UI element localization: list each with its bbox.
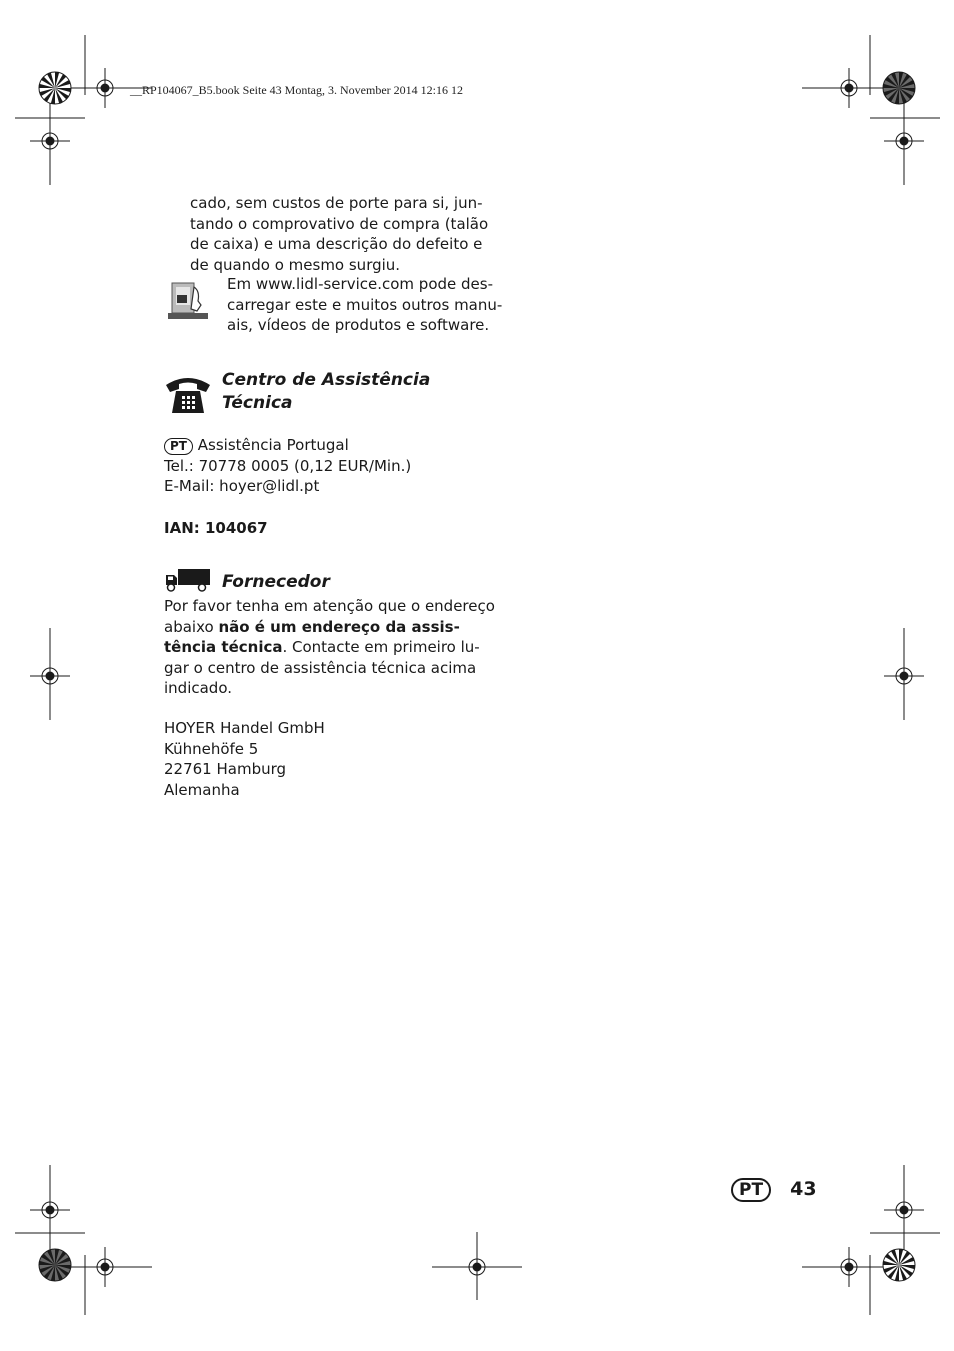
text-line: cado, sem custos de porte para si, jun- xyxy=(190,194,483,212)
service-country-label: Assistência Portugal xyxy=(197,436,349,454)
address-line: 22761 Hamburg xyxy=(164,760,287,778)
text-line: Em www.lidl-service.com pode des- xyxy=(227,275,493,293)
service-title-line2: Técnica xyxy=(222,393,293,413)
country-badge: PT xyxy=(164,438,193,455)
service-tel: Tel.: 70778 0005 (0,12 EUR/Min.) xyxy=(164,456,412,475)
text-span: . Contacte em primeiro lu- xyxy=(282,638,480,656)
address-line: HOYER Handel GmbH xyxy=(164,719,325,737)
service-email: E-Mail: hoyer@lidl.pt xyxy=(164,477,320,495)
text-line: ais, vídeos de produtos e software. xyxy=(227,316,490,334)
print-info: __RP104067_B5.book Seite 43 Montag, 3. November 2014 12:16 12 xyxy=(130,83,463,97)
text-line: indicado. xyxy=(164,679,233,697)
text-line: Por favor tenha em atenção que o endereço xyxy=(164,597,495,615)
service-title-line1: Centro de Assistência xyxy=(222,370,431,390)
page-number: 43 xyxy=(790,1178,817,1200)
address-line: Kühnehöfe 5 xyxy=(164,739,259,758)
ian-number: IAN: 104067 xyxy=(164,519,268,537)
text-span-bold: não é um endereço da assis- xyxy=(218,617,460,636)
text-line: tando o comprovativo de compra (talão xyxy=(190,214,489,233)
text-span: abaixo xyxy=(164,617,219,636)
text-line: carregar este e muitos outros manu- xyxy=(227,295,503,314)
text-line: de quando o mesmo surgiu. xyxy=(190,255,401,274)
address-line: Alemanha xyxy=(164,780,240,799)
text-span-bold: tência técnica xyxy=(164,638,283,656)
language-badge: PT xyxy=(731,1178,771,1202)
supplier-heading: Fornecedor xyxy=(222,572,330,592)
text-line: de caixa) e uma descrição do defeito e xyxy=(190,235,483,253)
text-line: gar o centro de assistência técnica acima xyxy=(164,658,477,677)
